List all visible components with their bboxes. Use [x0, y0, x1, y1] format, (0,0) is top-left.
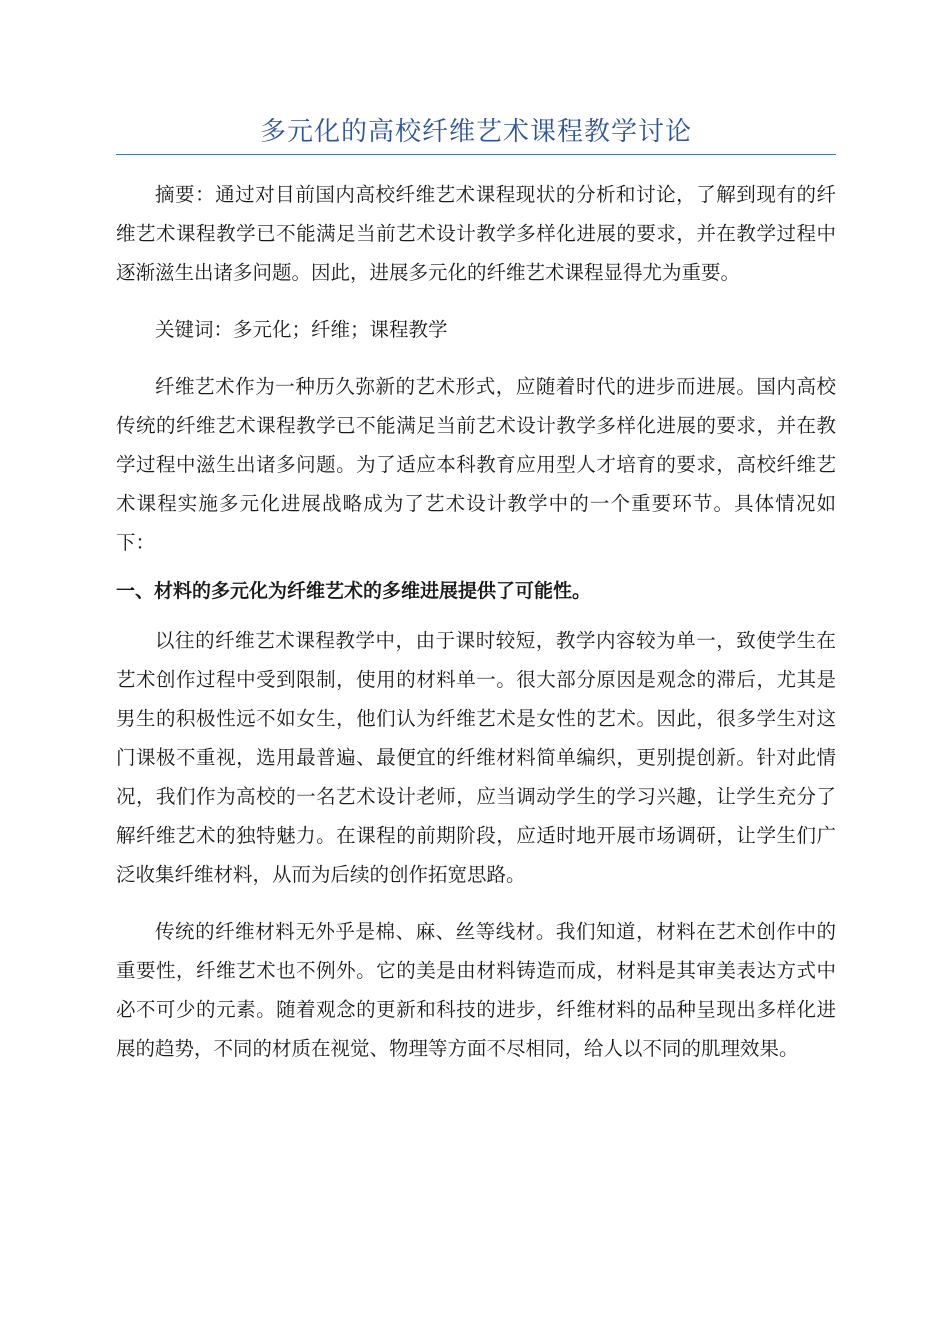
section1-paragraph-1: 以往的纤维艺术课程教学中，由于课时较短，教学内容较为单一，致使学生在艺术创作过程中受到限制，使用的材料单一。很大部分原因是观念的滞后，尤其是男生的积极性远不如女生，他们认为纤维艺术是女性的艺术。因此，很多学生对这门课极不重视，选用最普遍、最便宜的纤维材料简单编织，更别提创新。针对此情况，我们作为高校的一名艺术设计老师，应当调动学生的学习兴趣，让学生充分了解纤维艺术的独特魅力。在课程的前期阶段，应适时地开展市场调研，让学生们广泛收集纤维材料，从而为后续的创作拓宽思路。 — [116, 629, 836, 886]
intro-paragraph: 纤维艺术作为一种历久弥新的艺术形式，应随着时代的进步而进展。国内高校传统的纤维艺术课程教学已不能满足当前艺术设计教学多样化进展的要求，并在教学过程中滋生出诸多问题。为了适应本科教育应用型人才培育的要求，高校纤维艺术课程实施多元化进展战略成为了艺术设计教学中的一个重要环节。具体情况如下： — [116, 375, 836, 554]
keywords-paragraph: 关键词：多元化；纤维；课程教学 — [155, 318, 448, 341]
section1-paragraph-2: 传统的纤维材料无外乎是棉、麻、丝等线材。我们知道，材料在艺术创作中的重要性，纤维艺术也不例外。它的美是由材料铸造而成，材料是其审美表达方式中必不可少的元素。随着观念的更新和科技的进步，纤维材料的品种呈现出多样化进展的趋势，不同的材质在视觉、物理等方面不尽相同，给人以不同的肌理效果。 — [116, 920, 836, 1060]
abstract-paragraph: 摘要：通过对目前国内高校纤维艺术课程现状的分析和讨论，了解到现有的纤维艺术课程教学已不能满足当前艺术设计教学多样化进展的要求，并在教学过程中逐渐滋生出诸多问题。因此，进展多元化的纤维艺术课程显得尤为重要。 — [116, 183, 836, 284]
title-divider — [116, 154, 836, 155]
document-page — [116, 110, 836, 1078]
document-title: 多元化的高校纤维艺术课程教学讨论 — [259, 117, 692, 147]
section-heading-1: 一、材料的多元化为纤维艺术的多维进展提供了可能性。 — [116, 580, 592, 602]
